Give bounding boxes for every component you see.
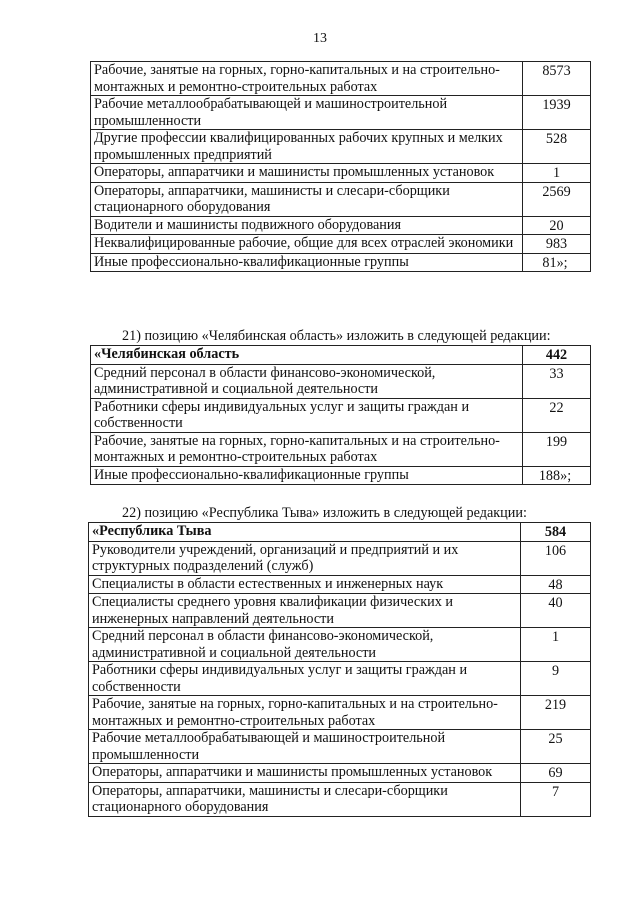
row-value: 69	[521, 764, 591, 783]
row-value: 22	[523, 398, 591, 432]
row-value: 983	[523, 235, 591, 254]
table-row	[91, 432, 591, 466]
table-row	[91, 398, 591, 432]
row-label: Руководители учреждений, организаций и предприятий и их структурных подразделений (служб)	[89, 541, 521, 575]
table-row	[91, 216, 591, 235]
amendment-paragraph-21: 21) позицию «Челябинская область» изложить в следующей редакции:	[122, 328, 551, 344]
row-label: Рабочие, занятые на горных, горно-капитальных и на строительно-монтажных и ремонтно-строительных работах	[91, 432, 523, 466]
row-label: Специалисты в области естественных и инженерных наук	[89, 575, 521, 594]
row-label: Рабочие, занятые на горных, горно-капитальных и на строительно-монтажных и ремонтно-строительных работах	[91, 62, 523, 96]
row-label: Иные профессионально-квалификационные группы	[91, 253, 523, 272]
row-value: 2569	[523, 182, 591, 216]
table-tyva	[88, 522, 591, 817]
row-value: 1939	[523, 96, 591, 130]
row-label: Работники сферы индивидуальных услуг и защиты граждан и собственности	[91, 398, 523, 432]
table-row	[91, 96, 591, 130]
table-row	[89, 662, 591, 696]
row-value: 7	[521, 782, 591, 816]
table-row	[89, 696, 591, 730]
row-value: 40	[521, 594, 591, 628]
region-name: «Челябинская область	[91, 346, 523, 365]
row-label: Рабочие металлообрабатывающей и машиностроительной промышленности	[89, 730, 521, 764]
row-value: 25	[521, 730, 591, 764]
table-continuation	[90, 61, 591, 272]
row-value: 9	[521, 662, 591, 696]
table-row	[91, 182, 591, 216]
row-value: 188»;	[523, 466, 591, 485]
table-row	[91, 62, 591, 96]
table-row	[89, 575, 591, 594]
table-row	[89, 541, 591, 575]
table-chelyabinsk	[90, 345, 591, 485]
row-value: 199	[523, 432, 591, 466]
row-value: 8573	[523, 62, 591, 96]
table-row	[89, 628, 591, 662]
region-total: 442	[523, 346, 591, 365]
row-label: Операторы, аппаратчики, машинисты и слесари-сборщики стационарного оборудования	[91, 182, 523, 216]
page-number: 13	[313, 31, 327, 46]
table-row	[91, 466, 591, 485]
row-label: Операторы, аппаратчики и машинисты промышленных установок	[91, 164, 523, 183]
table-header-row	[91, 346, 591, 365]
row-value: 528	[523, 130, 591, 164]
row-value: 219	[521, 696, 591, 730]
row-value: 1	[521, 628, 591, 662]
row-label: Рабочие, занятые на горных, горно-капитальных и на строительно-монтажных и ремонтно-строительных работах	[89, 696, 521, 730]
table-row	[91, 130, 591, 164]
row-label: Средний персонал в области финансово-экономической, административной и социальной деятельности	[89, 628, 521, 662]
row-label: Водители и машинисты подвижного оборудования	[91, 216, 523, 235]
row-label: Операторы, аппаратчики, машинисты и слесари-сборщики стационарного оборудования	[89, 782, 521, 816]
table-row	[91, 364, 591, 398]
row-label: Иные профессионально-квалификационные группы	[91, 466, 523, 485]
row-value: 48	[521, 575, 591, 594]
row-label: Операторы, аппаратчики и машинисты промышленных установок	[89, 764, 521, 783]
table-row	[89, 764, 591, 783]
row-label: Рабочие металлообрабатывающей и машиностроительной промышленности	[91, 96, 523, 130]
row-value: 1	[523, 164, 591, 183]
table-row	[89, 594, 591, 628]
table-row	[91, 235, 591, 254]
row-value: 20	[523, 216, 591, 235]
row-label: Работники сферы индивидуальных услуг и защиты граждан и собственности	[89, 662, 521, 696]
row-label: Другие профессии квалифицированных рабочих крупных и мелких промышленных предприятий	[91, 130, 523, 164]
row-value: 106	[521, 541, 591, 575]
row-label: Специалисты среднего уровня квалификации физических и инженерных направлений деятельности	[89, 594, 521, 628]
row-value: 81»;	[523, 253, 591, 272]
row-value: 33	[523, 364, 591, 398]
table-row	[89, 730, 591, 764]
table-row	[91, 164, 591, 183]
region-name: «Республика Тыва	[89, 523, 521, 542]
table-row	[91, 253, 591, 272]
region-total: 584	[521, 523, 591, 542]
row-label: Неквалифицированные рабочие, общие для всех отраслей экономики	[91, 235, 523, 254]
table-header-row	[89, 523, 591, 542]
table-row	[89, 782, 591, 816]
row-label: Средний персонал в области финансово-экономической, административной и социальной деятельности	[91, 364, 523, 398]
amendment-paragraph-22: 22) позицию «Республика Тыва» изложить в следующей редакции:	[122, 505, 527, 521]
